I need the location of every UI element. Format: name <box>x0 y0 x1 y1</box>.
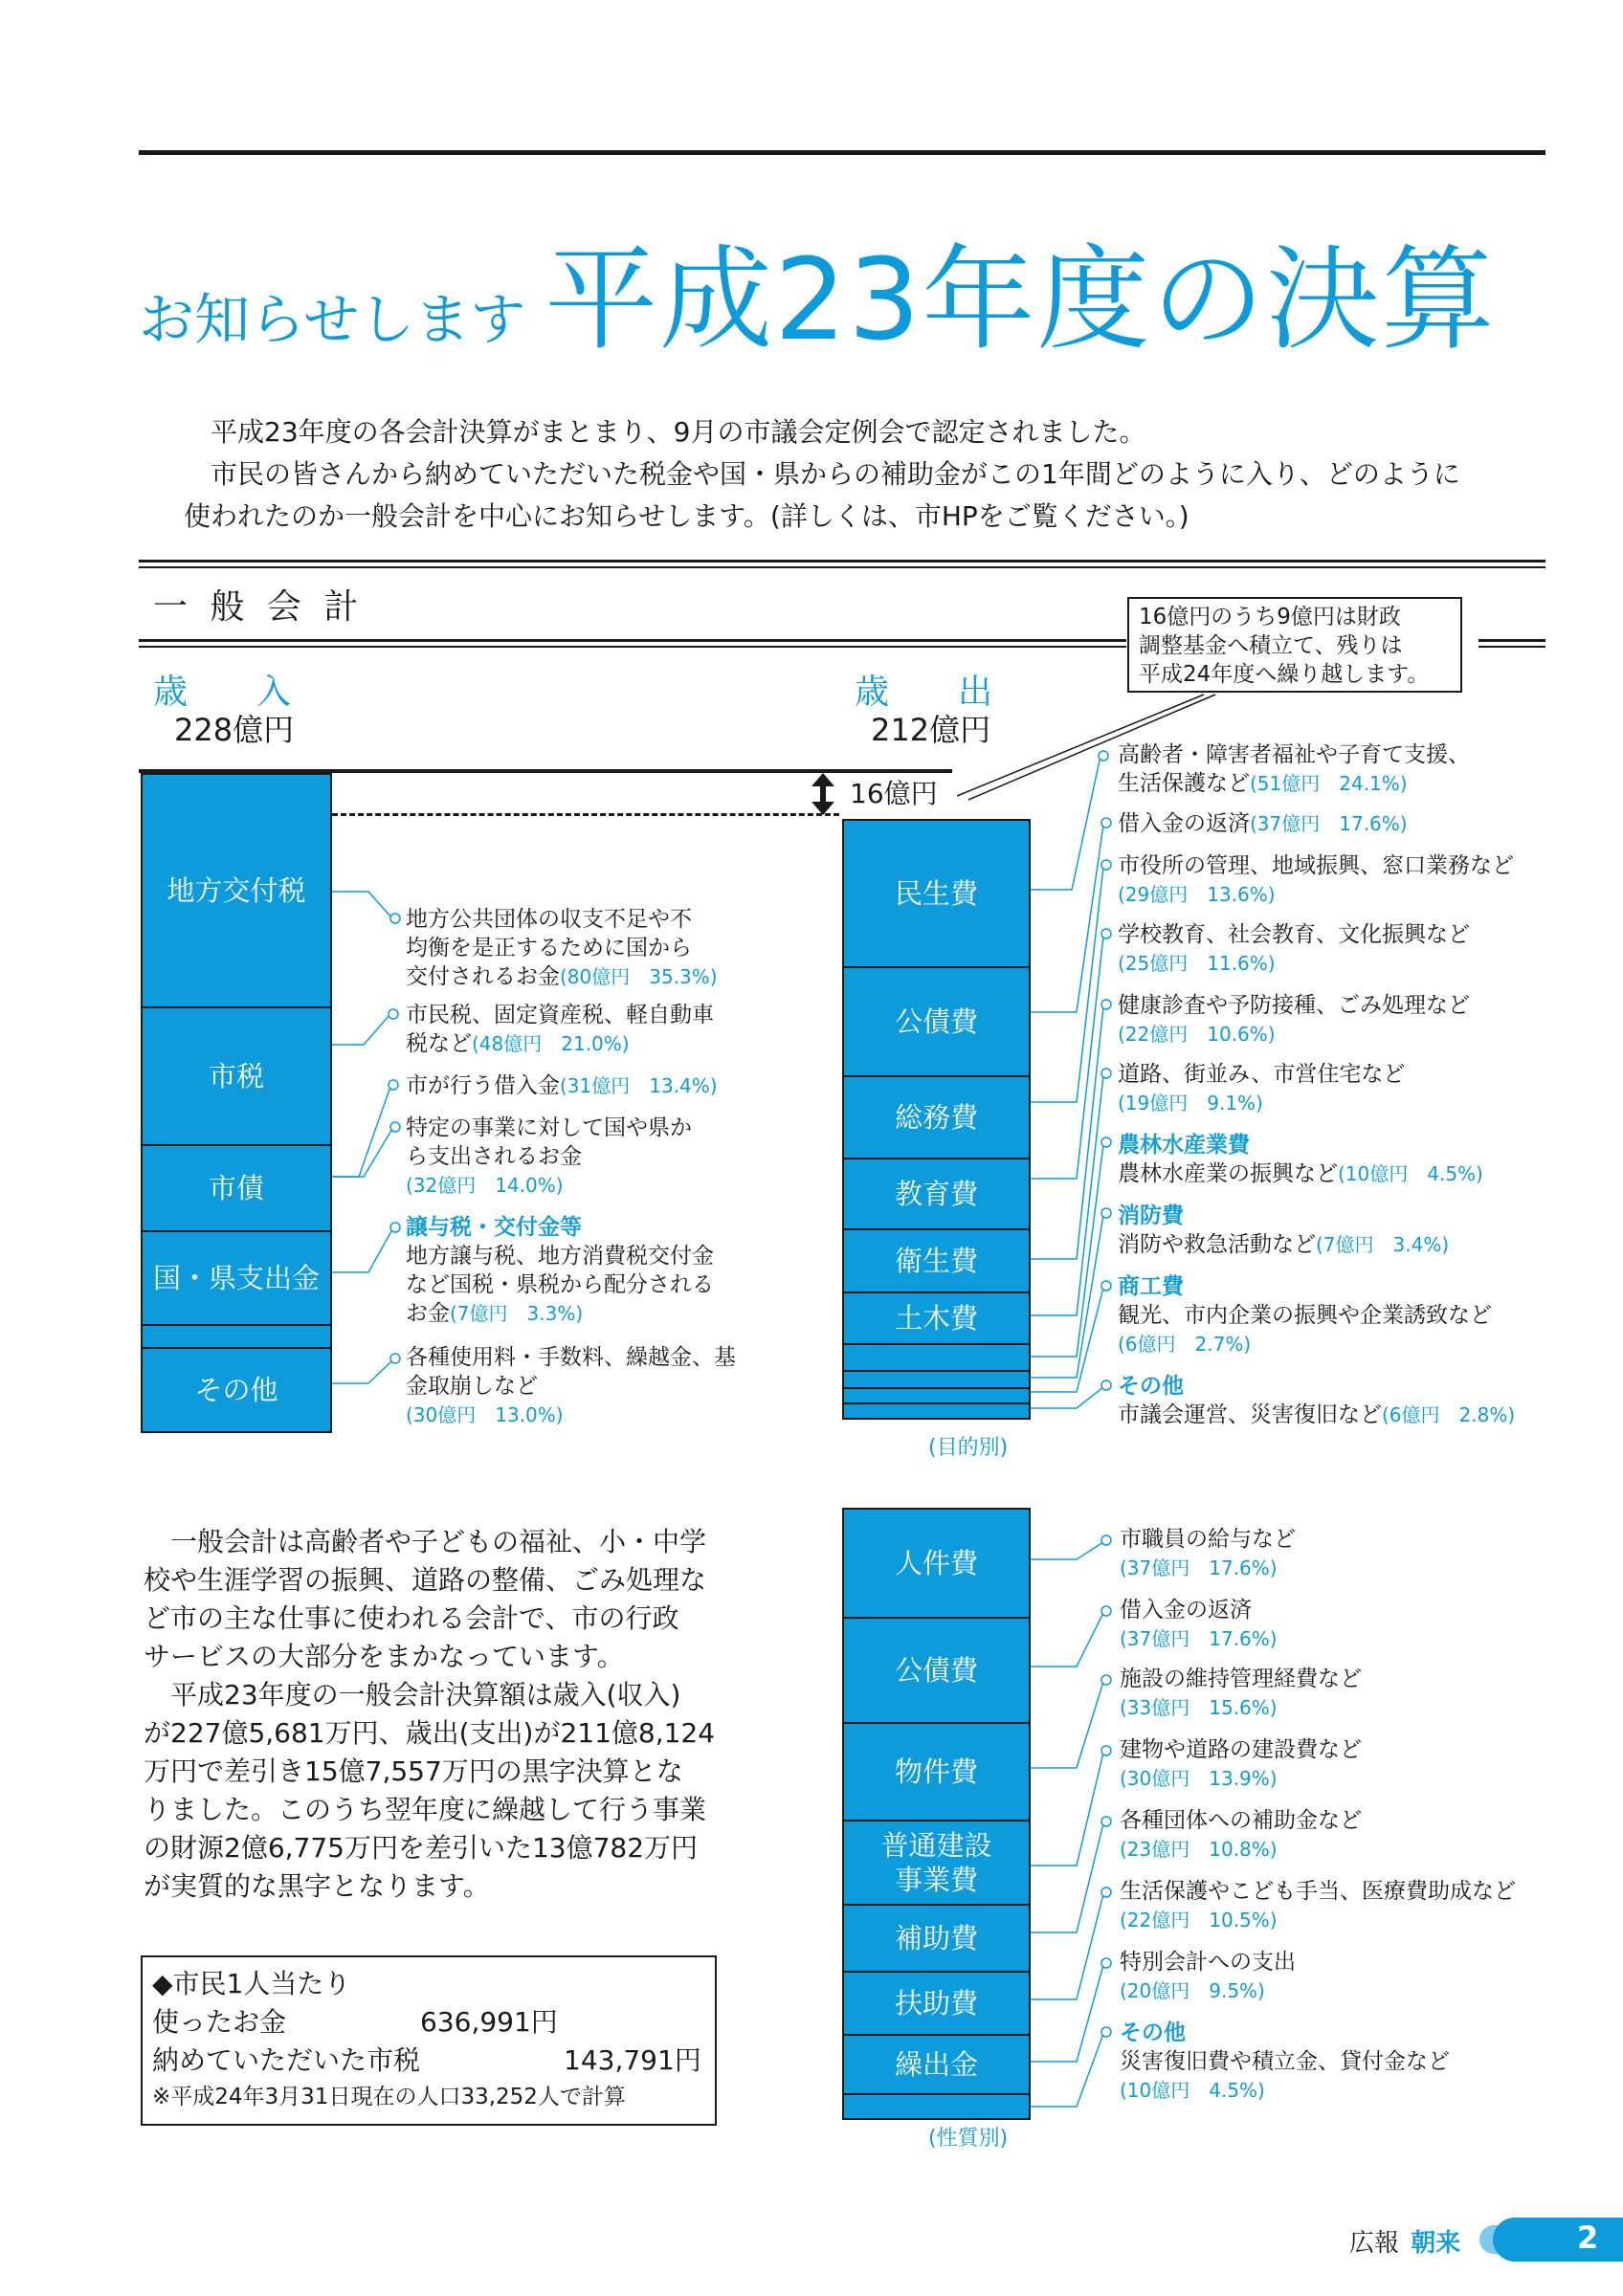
note-line: 建物や道路の建設費など <box>1120 1737 1362 1762</box>
nature-note-other <box>1120 2019 1450 2105</box>
note-line: 生活保護など <box>1118 771 1250 796</box>
purpose-note-other <box>1118 1372 1515 1429</box>
intro-line: 使われたのか一般会計を中心にお知らせします。(詳しくは、市HPをご覧ください。) <box>184 500 1189 532</box>
note-value: (19億円 9.1%) <box>1118 1092 1263 1115</box>
purpose-note-education <box>1118 920 1470 978</box>
purpose-note-welfare <box>1118 740 1470 798</box>
note-value: (7億円 3.3%) <box>450 1302 584 1325</box>
note-value: (37億円 17.6%) <box>1120 1627 1278 1650</box>
footer-publication <box>1349 2223 1460 2259</box>
note-line: 市が行う借入金 <box>406 1073 560 1098</box>
note-heading: その他 <box>1118 1374 1184 1399</box>
nature-note-debt <box>1120 1596 1278 1653</box>
note-value: (22億円 10.5%) <box>1120 1909 1278 1932</box>
body-line: が227億5,681万円、歳出(支出)が211億8,124 <box>144 1717 716 1749</box>
title-prefix: お知らせします <box>139 287 526 352</box>
revenue-bar-transfer-tax <box>141 1324 332 1349</box>
note-value: (37億円 17.6%) <box>1250 812 1408 835</box>
purpose-note-health <box>1118 991 1470 1049</box>
note-value: (10億円 4.5%) <box>1120 2079 1265 2102</box>
purpose-note-fire <box>1118 1202 1449 1259</box>
nature-bar-transfers: 繰出金 <box>842 2034 1031 2095</box>
general-account-description <box>144 1523 715 1906</box>
note-line: 生活保護やこども手当、医療費助成など <box>1120 1879 1516 1904</box>
note-line: 地方譲与税、地方消費税交付金 <box>406 1244 714 1269</box>
note-line: 地方公共団体の収支不足や不 <box>406 907 692 932</box>
note-heading: 商工費 <box>1118 1274 1184 1299</box>
purpose-bar-general-affairs: 総務費 <box>842 1075 1031 1159</box>
note-value: (31億円 13.4%) <box>560 1074 718 1097</box>
purpose-note-debt <box>1118 809 1408 838</box>
footer-publication-name: 朝来 <box>1411 2229 1461 2258</box>
body-line: 万円で差引き15億7,557万円の黒字決算とな <box>144 1755 683 1787</box>
note-value: (22億円 10.6%) <box>1118 1023 1276 1046</box>
note-value: (23億円 10.8%) <box>1120 1838 1278 1861</box>
per-capita-note: ※平成24年3月31日現在の人口33,252人で計算 <box>152 2085 626 2109</box>
surplus-label: 16億円 <box>850 778 938 809</box>
note-line: お金 <box>406 1301 450 1326</box>
note-line: 均衡を是正するために国から <box>406 936 692 960</box>
intro-line: 市民の皆さんから納めていただいた税金や国・県からの補助金がこの1年間どのように入り、どのように <box>184 458 1460 490</box>
title-main: 平成23年度の決算 <box>545 233 1497 365</box>
note-value: (29億円 13.6%) <box>1118 883 1276 906</box>
note-value: (6億円 2.7%) <box>1118 1333 1252 1356</box>
note-line: 交付されるお金 <box>406 964 560 989</box>
note-line: 各種団体への補助金など <box>1120 1808 1362 1833</box>
note-value: (48億円 21.0%) <box>472 1032 630 1055</box>
expenditure-heading: 歳 出 <box>855 673 993 712</box>
note-line: 健康診査や予防接種、ごみ処理など <box>1118 993 1470 1018</box>
per-capita-label: 使ったお金 <box>152 2006 287 2038</box>
purpose-bar-other <box>842 1402 1031 1420</box>
revenue-note-transfer-tax <box>406 1213 714 1328</box>
note-line: など国税・県税から配分される <box>406 1272 714 1297</box>
per-capita-label: 納めていただいた市税 <box>152 2044 421 2076</box>
body-line: サービスの大部分をまかなっています。 <box>144 1641 624 1672</box>
nature-note-goods <box>1120 1665 1362 1722</box>
note-line: 特定の事業に対して国や県か <box>406 1115 692 1140</box>
note-value: (80億円 35.3%) <box>560 965 718 988</box>
revenue-bar-other: その他 <box>141 1347 332 1433</box>
nature-note-subsidies <box>1120 1806 1362 1864</box>
note-line: 税など <box>406 1031 472 1056</box>
nature-note-personnel <box>1120 1525 1296 1582</box>
note-line: ら支出されるお金 <box>406 1144 582 1169</box>
note-heading: 譲与税・交付金等 <box>406 1215 582 1240</box>
note-value: (37億円 17.6%) <box>1120 1556 1278 1579</box>
nature-bar-debt: 公債費 <box>842 1617 1031 1724</box>
note-line: 借入金の返済 <box>1120 1598 1252 1623</box>
purpose-note-agriculture <box>1118 1131 1483 1188</box>
body-line: の財源2億6,775万円を差引いた13億782万円 <box>144 1832 699 1864</box>
per-capita-value: 636,991円 <box>420 2006 558 2038</box>
revenue-note-city-tax <box>406 1001 714 1058</box>
page-number-badge <box>1493 2218 1623 2262</box>
note-line: 道路、街並み、市営住宅など <box>1118 1062 1406 1087</box>
callout-line: 16億円のうち9億円は財政 <box>1139 605 1401 629</box>
per-capita-box <box>141 1955 717 2126</box>
revenue-bar-city-tax: 市税 <box>141 1006 332 1146</box>
per-capita-row <box>152 2003 705 2042</box>
nature-caption: (性質別) <box>928 2127 1009 2151</box>
note-value: (30億円 13.9%) <box>1120 1767 1278 1790</box>
revenue-bar-city-bonds: 市債 <box>141 1144 332 1232</box>
body-line: 一般会計は高齢者や子どもの福祉、小・中学 <box>144 1526 707 1557</box>
nature-bar-personnel: 人件費 <box>842 1508 1031 1619</box>
note-heading: 消防費 <box>1118 1203 1184 1228</box>
revenue-bar-national-prefectural: 国・県支出金 <box>141 1230 332 1326</box>
note-line: 市職員の給与など <box>1120 1527 1296 1552</box>
revenue-note-local-allocation-tax <box>406 905 718 991</box>
revenue-heading: 歳 入 <box>153 673 292 712</box>
purpose-bar-debt: 公債費 <box>842 966 1031 1077</box>
nature-note-construction <box>1120 1735 1362 1793</box>
revenue-bar-local-allocation-tax: 地方交付税 <box>141 773 332 1008</box>
purpose-caption: (目的別) <box>928 1436 1009 1460</box>
per-capita-row <box>152 2042 705 2080</box>
purpose-bar-fire <box>842 1370 1031 1389</box>
note-value: (6億円 2.8%) <box>1382 1403 1516 1426</box>
note-line: 市役所の管理、地域振興、窓口業務など <box>1118 853 1514 878</box>
nature-bar-subsidies: 補助費 <box>842 1904 1031 1973</box>
note-heading: 農林水産業費 <box>1118 1133 1250 1158</box>
note-line: 借入金の返済 <box>1118 811 1250 836</box>
nature-note-transfers <box>1120 1948 1296 2005</box>
nature-bar-other <box>842 2093 1031 2120</box>
purpose-bar-civil-engineering: 土木費 <box>842 1292 1031 1345</box>
note-heading: その他 <box>1120 2020 1186 2045</box>
note-line: 消防や救急活動など <box>1118 1232 1316 1257</box>
callout-line: 調整基金へ積立て、残りは <box>1139 633 1403 658</box>
note-line: 施設の維持管理経費など <box>1120 1667 1362 1691</box>
body-line: が実質的な黒字となります。 <box>144 1870 490 1902</box>
purpose-bar-health: 衛生費 <box>842 1228 1031 1293</box>
body-line: ど市の主な仕事に使われる会計で、市の行政 <box>144 1602 679 1634</box>
note-line: 農林水産業の振興など <box>1118 1161 1338 1186</box>
note-value: (33億円 15.6%) <box>1120 1696 1278 1719</box>
expenditure-total: 212億円 <box>871 712 991 748</box>
page-number: 2 <box>1577 2219 1599 2256</box>
revenue-note-city-bonds <box>406 1071 718 1100</box>
intro-line: 平成23年度の各会計決算がまとまり、9月の市議会定例会で認定されました。 <box>184 416 1146 448</box>
purpose-note-general-affairs <box>1118 851 1514 909</box>
body-line: りました。このうち翌年度に繰越して行う事業 <box>144 1794 707 1825</box>
note-line: 災害復旧費や積立金、貸付金など <box>1120 2049 1450 2074</box>
nature-note-assistance <box>1120 1877 1516 1934</box>
purpose-note-commerce <box>1118 1272 1492 1358</box>
note-value: (7億円 3.4%) <box>1316 1233 1450 1256</box>
revenue-note-other <box>406 1343 736 1429</box>
per-capita-title: ◆市民1人当たり <box>152 1968 351 1999</box>
body-line: 平成23年度の一般会計決算額は歳入(収入) <box>144 1679 681 1711</box>
revenue-note-national-prefectural <box>406 1114 692 1200</box>
revenue-total: 228億円 <box>174 712 295 748</box>
note-value: (51億円 24.1%) <box>1250 772 1408 795</box>
purpose-bar-welfare: 民生費 <box>842 819 1031 968</box>
note-value: (20億円 9.5%) <box>1120 1979 1265 2002</box>
note-line: 高齢者・障害者福祉や子育て支援、 <box>1118 742 1470 767</box>
body-line: 校や生涯学習の振興、道路の整備、ごみ処理な <box>144 1564 707 1596</box>
note-line: 学校教育、社会教育、文化振興など <box>1118 922 1470 947</box>
nature-bar-goods: 物件費 <box>842 1722 1031 1821</box>
nature-bar-assistance: 扶助費 <box>842 1971 1031 2036</box>
nature-bar-construction: 普通建設 事業費 <box>842 1820 1031 1906</box>
purpose-note-civil-engineering <box>1118 1060 1405 1117</box>
section-title: 一 般 会 計 <box>153 587 365 627</box>
note-line: 特別会計への支出 <box>1120 1950 1296 1975</box>
callout-line: 平成24年度へ繰り越します。 <box>1139 662 1430 687</box>
note-line: 各種使用料・手数料、繰越金、基 <box>406 1345 736 1370</box>
note-line: 観光、市内企業の振興や企業誘致など <box>1118 1303 1492 1328</box>
note-value: (32億円 14.0%) <box>406 1174 564 1197</box>
note-line: 市議会運営、災害復旧など <box>1118 1402 1382 1427</box>
purpose-bar-agriculture <box>842 1343 1031 1372</box>
note-value: (10億円 4.5%) <box>1338 1162 1483 1185</box>
note-line: 金取崩しなど <box>406 1374 538 1399</box>
note-line: 市民税、固定資産税、軽自動車 <box>406 1003 714 1027</box>
purpose-bar-education: 教育費 <box>842 1158 1031 1230</box>
per-capita-value: 143,791円 <box>564 2044 701 2076</box>
footer-publication-label: 広報 <box>1349 2229 1400 2258</box>
note-value: (30億円 13.0%) <box>406 1403 564 1426</box>
note-value: (25億円 11.6%) <box>1118 952 1276 975</box>
